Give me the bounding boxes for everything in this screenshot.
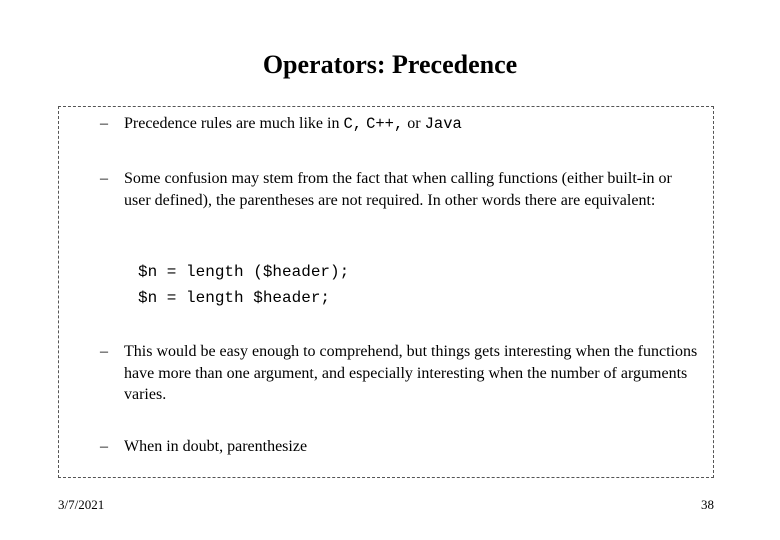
bullet-text: When in doubt, parenthesize <box>124 438 308 455</box>
code-line-1: $n = length ($header); <box>138 263 350 281</box>
code-c: C, <box>343 115 363 133</box>
bullet-dash: – <box>100 170 108 187</box>
bullet-dash: – <box>100 343 108 360</box>
bullet-comprehend <box>100 341 700 406</box>
bullet-text: This would be easy enough to comprehend, but things gets interesting when the functions have more than one argument, and especially interesting when the number of arguments varies. <box>124 343 698 403</box>
code-java: Java <box>424 115 462 133</box>
bullet-dash: – <box>100 438 108 455</box>
bullet-text-or: or <box>403 115 425 132</box>
code-line-2: $n = length $header; <box>138 289 331 307</box>
page-number: 38 <box>701 497 714 512</box>
bullet-dash: – <box>100 115 108 132</box>
bullet-text: Precedence rules are much like in <box>124 115 344 132</box>
slide-date: 3/7/2021 <box>58 497 105 512</box>
slide-title: Operators: Precedence <box>262 50 518 79</box>
bullet-text: Some confusion may stem from the fact that when calling functions (either built-in or user defined), the parentheses are not required. In other words there are equivalent: <box>124 170 672 209</box>
bullet-parenthesize <box>100 436 700 458</box>
bullet-confusion <box>100 168 690 211</box>
bullet-precedence-rules <box>100 113 700 136</box>
code-cpp: C++, <box>366 115 404 133</box>
